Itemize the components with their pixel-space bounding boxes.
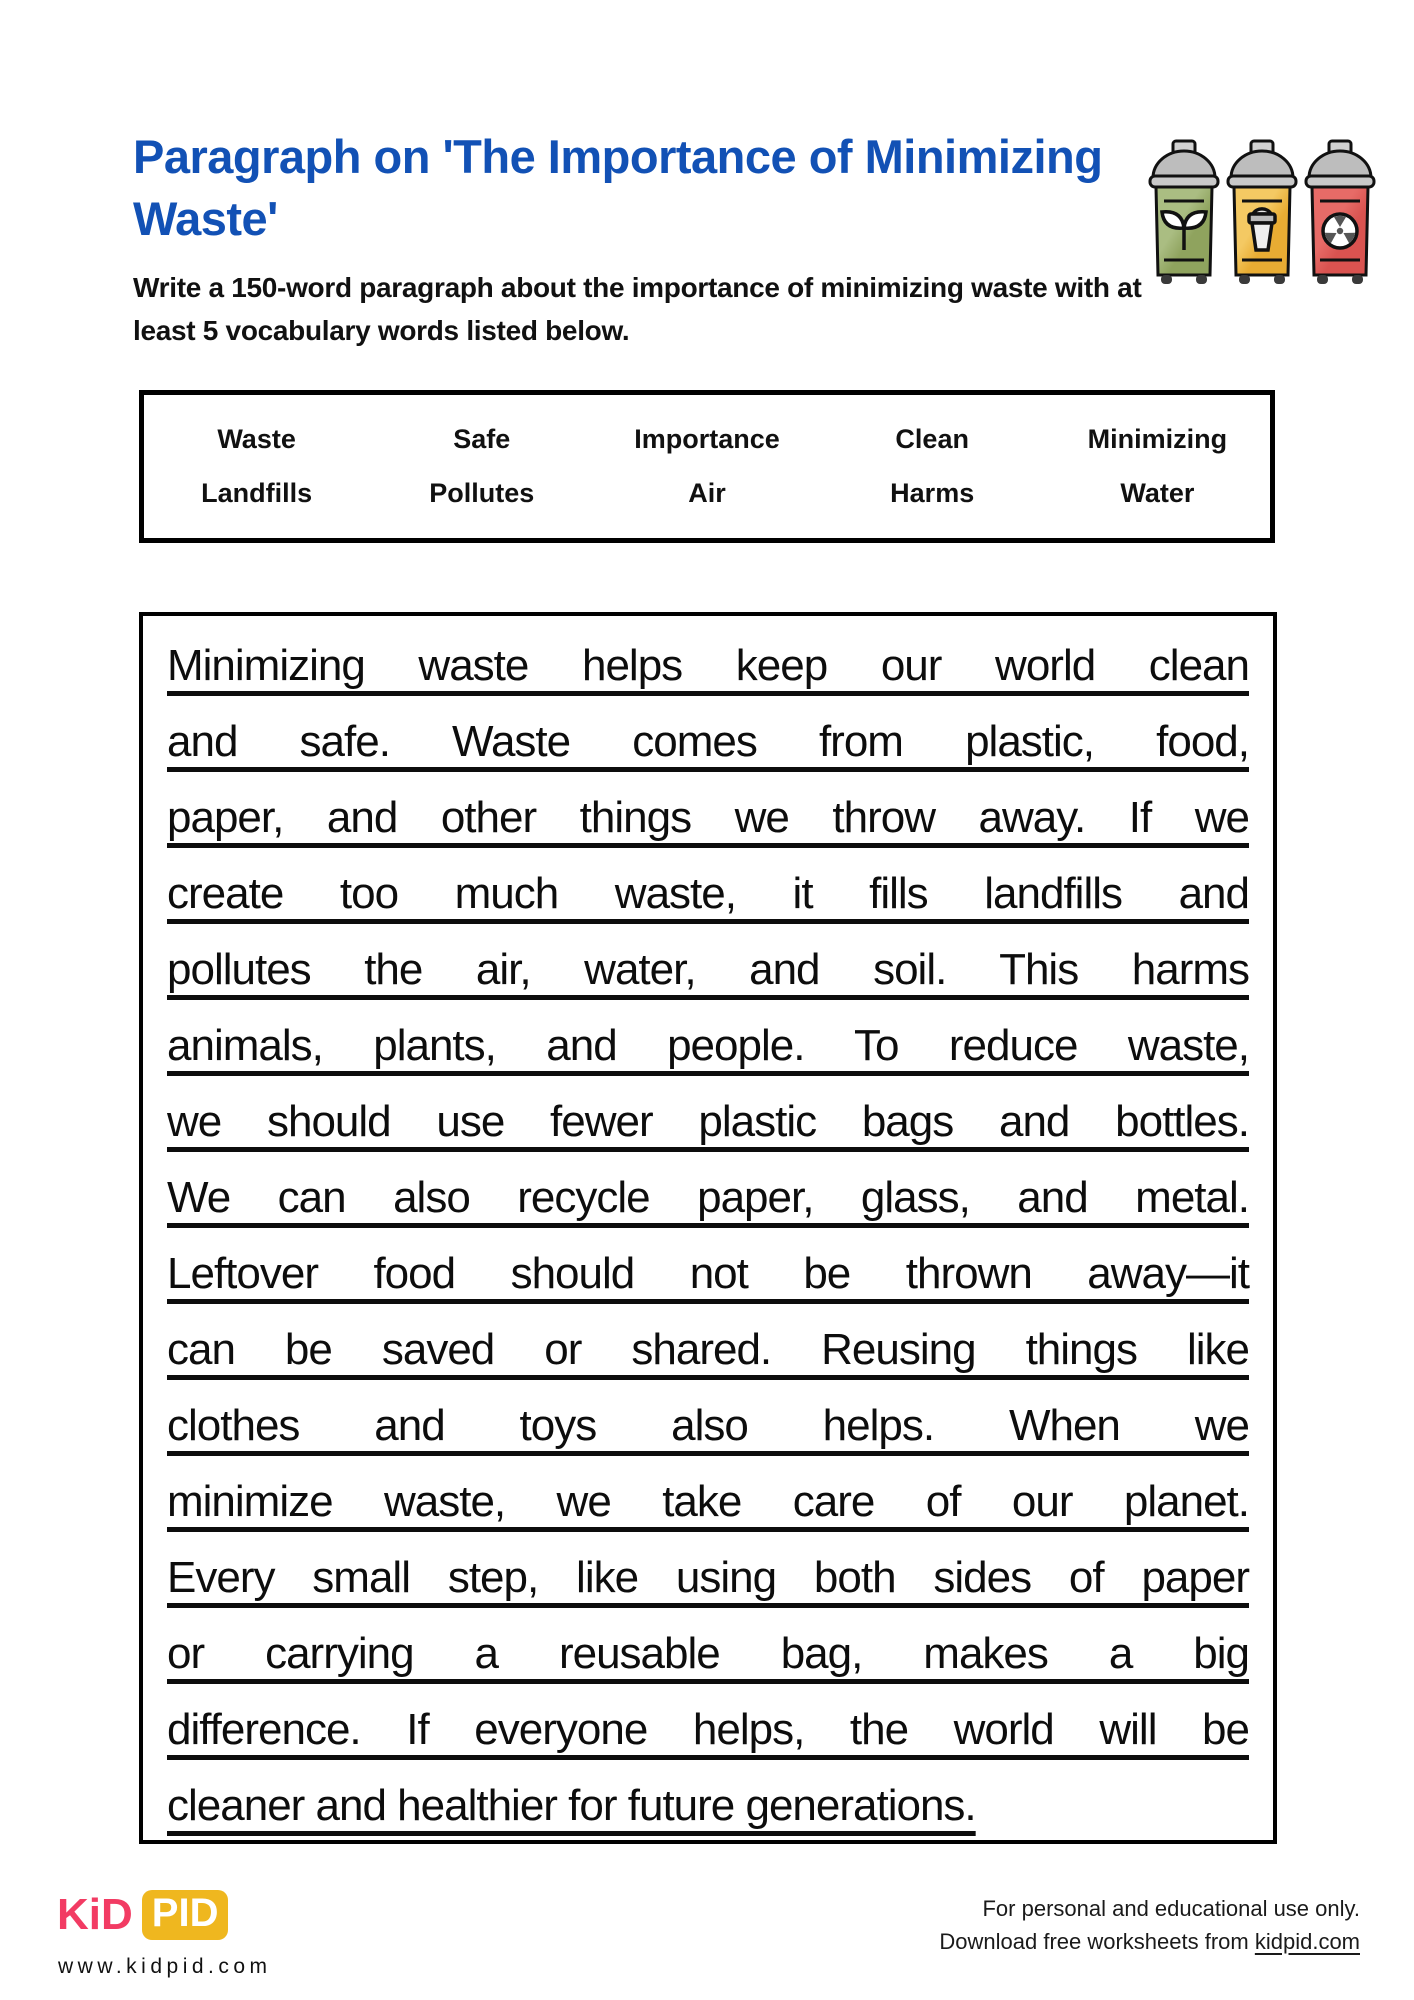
paragraph-line: paper, and other things we throw away. If we <box>167 793 1249 842</box>
vocab-word: Air <box>688 478 726 508</box>
vocabulary-row-1 <box>144 424 1270 455</box>
paragraph-line: cleaner and healthier for future generations. <box>167 1781 976 1830</box>
footer-note-line-2-text: Download free worksheets from <box>939 1929 1255 1954</box>
paragraph-line: animals, plants, and people. To reduce waste, <box>167 1021 1249 1070</box>
footer-note-line-1: For personal and educational use only. <box>982 1896 1360 1921</box>
paragraph-line: We can also recycle paper, glass, and metal. <box>167 1173 1249 1222</box>
kidpid-logo-kid: KiD <box>57 1890 133 1939</box>
kidpid-link[interactable]: kidpid.com <box>1254 1929 1360 1954</box>
paragraph-line: and safe. Waste comes from plastic, food, <box>167 717 1249 766</box>
paragraph-line: Minimizing waste helps keep our world clean <box>167 641 1249 690</box>
vocab-word: Pollutes <box>429 478 535 508</box>
vocab-word: Landfills <box>201 478 313 508</box>
vocab-word: Importance <box>634 424 780 454</box>
paragraph-line: difference. If everyone helps, the world will be <box>167 1705 1249 1754</box>
instruction-text: Write a 150-word paragraph about the importance of minimizing waste with at least 5 vocabulary words listed below. <box>133 272 1142 347</box>
red-hazard-bin-icon <box>1306 141 1374 284</box>
header <box>133 126 1293 353</box>
paragraph-line: pollutes the air, water, and soil. This harms <box>167 945 1249 994</box>
paragraph-line: Leftover food should not be thrown away—it <box>167 1249 1249 1298</box>
footer-note-line-2 <box>939 1925 1360 1958</box>
kidpid-logo <box>57 1890 228 1940</box>
footer-note <box>939 1892 1360 1958</box>
kidpid-logo-pid: PID <box>142 1890 229 1940</box>
paragraph-line: clothes and toys also helps. When we <box>167 1401 1249 1450</box>
paragraph-answer-box <box>139 612 1277 1844</box>
green-compost-bin-icon <box>1150 141 1218 284</box>
page-title-line-2: Waste' <box>133 192 278 246</box>
paragraph-line: Every small step, like using both sides of paper <box>167 1553 1249 1602</box>
vocab-word: Harms <box>890 478 975 508</box>
recycling-bins-icon <box>1148 138 1376 296</box>
vocab-word: Clean <box>895 424 969 454</box>
paragraph-line: or carrying a reusable bag, makes a big <box>167 1629 1249 1678</box>
page-title <box>133 126 1293 250</box>
paragraph-line: can be saved or shared. Reusing things like <box>167 1325 1249 1374</box>
vocabulary-row-2 <box>144 478 1270 509</box>
vocab-word: Minimizing <box>1087 424 1228 454</box>
page-title-line-1: Paragraph on 'The Importance of Minimizing <box>133 130 1103 183</box>
vocabulary-box <box>139 390 1275 543</box>
yellow-trash-bin-icon <box>1228 141 1296 284</box>
radioactive-icon <box>1323 214 1357 248</box>
vocab-word: Water <box>1120 478 1195 508</box>
website-url: www.kidpid.com <box>58 1955 272 1978</box>
paragraph-line: create too much waste, it fills landfills and <box>167 869 1249 918</box>
vocab-word: Waste <box>217 424 296 454</box>
paragraph-line: we should use fewer plastic bags and bottles. <box>167 1097 1249 1146</box>
paragraph-line: minimize waste, we take care of our planet. <box>167 1477 1249 1526</box>
vocab-word: Safe <box>453 424 511 454</box>
